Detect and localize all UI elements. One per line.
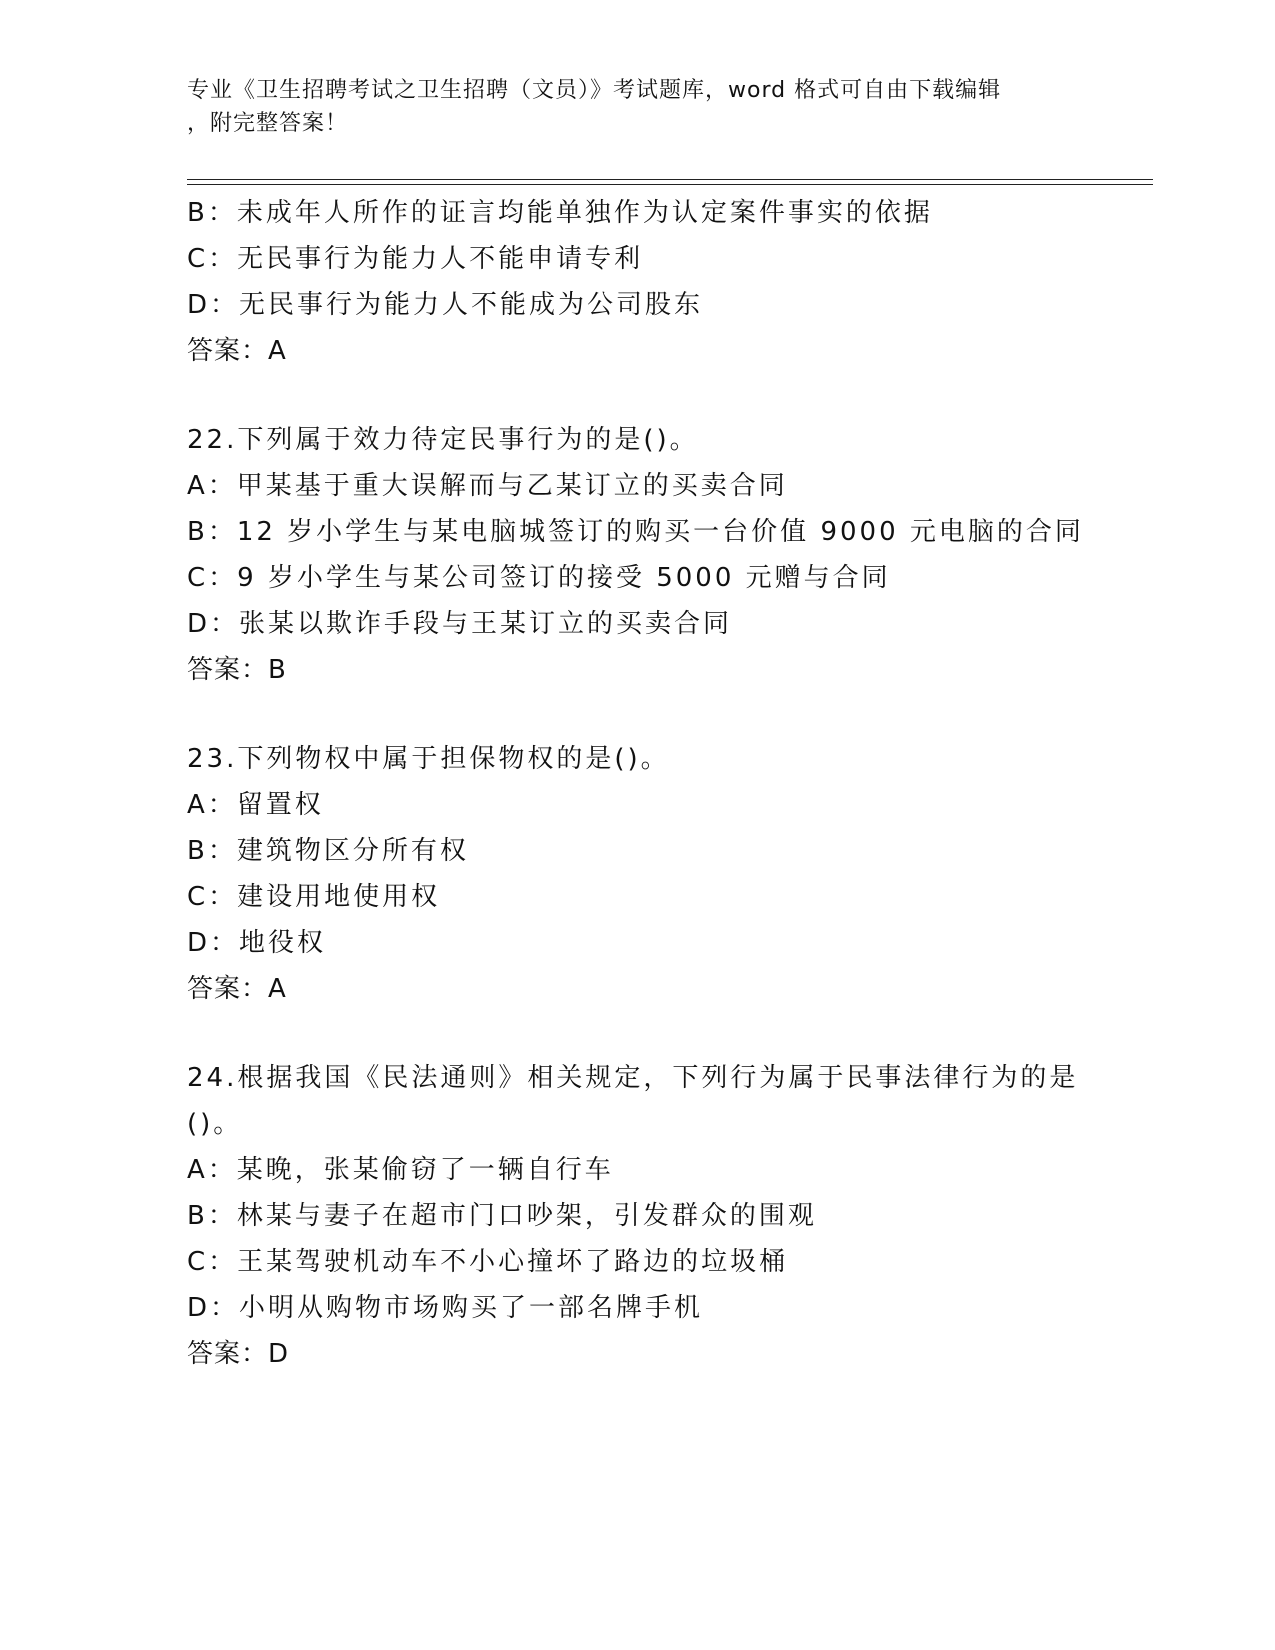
- question-stem: 23.下列物权中属于担保物权的是()。: [187, 744, 670, 774]
- answer-label: 答案：A: [187, 336, 287, 366]
- header-line-2: ，附完整答案！: [187, 111, 349, 136]
- answer-label: 答案：D: [187, 1339, 290, 1369]
- option-a: A：某晚，张某偷窃了一辆自行车: [187, 1155, 614, 1185]
- option-c: C：建设用地使用权: [187, 882, 441, 912]
- option-c: C：无民事行为能力人不能申请专利: [187, 244, 644, 274]
- question-list: [187, 190, 1147, 1377]
- option-c: C：王某驾驶机动车不小心撞坏了路边的垃圾桶: [187, 1247, 789, 1277]
- option-b: B：12 岁小学生与某电脑城签订的购买一台价值 9000 元电脑的合同: [187, 517, 1084, 547]
- question-block-24: [187, 1055, 1147, 1377]
- answer-label: 答案：A: [187, 974, 287, 1004]
- option-d: D：地役权: [187, 928, 327, 958]
- answer-label: 答案：B: [187, 655, 287, 685]
- option-d: D：无民事行为能力人不能成为公司股东: [187, 290, 704, 320]
- header-line-1: 专业《卫生招聘考试之卫生招聘（文员）》考试题库，word 格式可自由下载编辑: [187, 78, 1002, 103]
- option-d: D：小明从购物市场购买了一部名牌手机: [187, 1293, 704, 1323]
- question-stem: 22.下列属于效力待定民事行为的是()。: [187, 425, 699, 455]
- option-a: A：甲某基于重大误解而与乙某订立的买卖合同: [187, 471, 788, 501]
- option-d: D：张某以欺诈手段与王某订立的买卖合同: [187, 609, 733, 639]
- option-b: B：林某与妻子在超市门口吵架，引发群众的围观: [187, 1201, 817, 1231]
- option-a: A：留置权: [187, 790, 324, 820]
- option-b: B：未成年人所作的证言均能单独作为认定案件事实的依据: [187, 198, 933, 228]
- question-block-22: [187, 417, 1147, 693]
- document-header: [187, 74, 1087, 140]
- option-b: B：建筑物区分所有权: [187, 836, 469, 866]
- question-block-21: [187, 190, 1147, 374]
- question-stem-line-1: 24.根据我国《民法通则》相关规定，下列行为属于民事法律行为的是: [187, 1063, 1079, 1093]
- question-stem-line-2: ()。: [187, 1109, 243, 1139]
- option-c: C：9 岁小学生与某公司签订的接受 5000 元赠与合同: [187, 563, 891, 593]
- header-divider-bottom: [187, 184, 1153, 185]
- header-divider-top: [187, 179, 1153, 180]
- question-block-23: [187, 736, 1147, 1012]
